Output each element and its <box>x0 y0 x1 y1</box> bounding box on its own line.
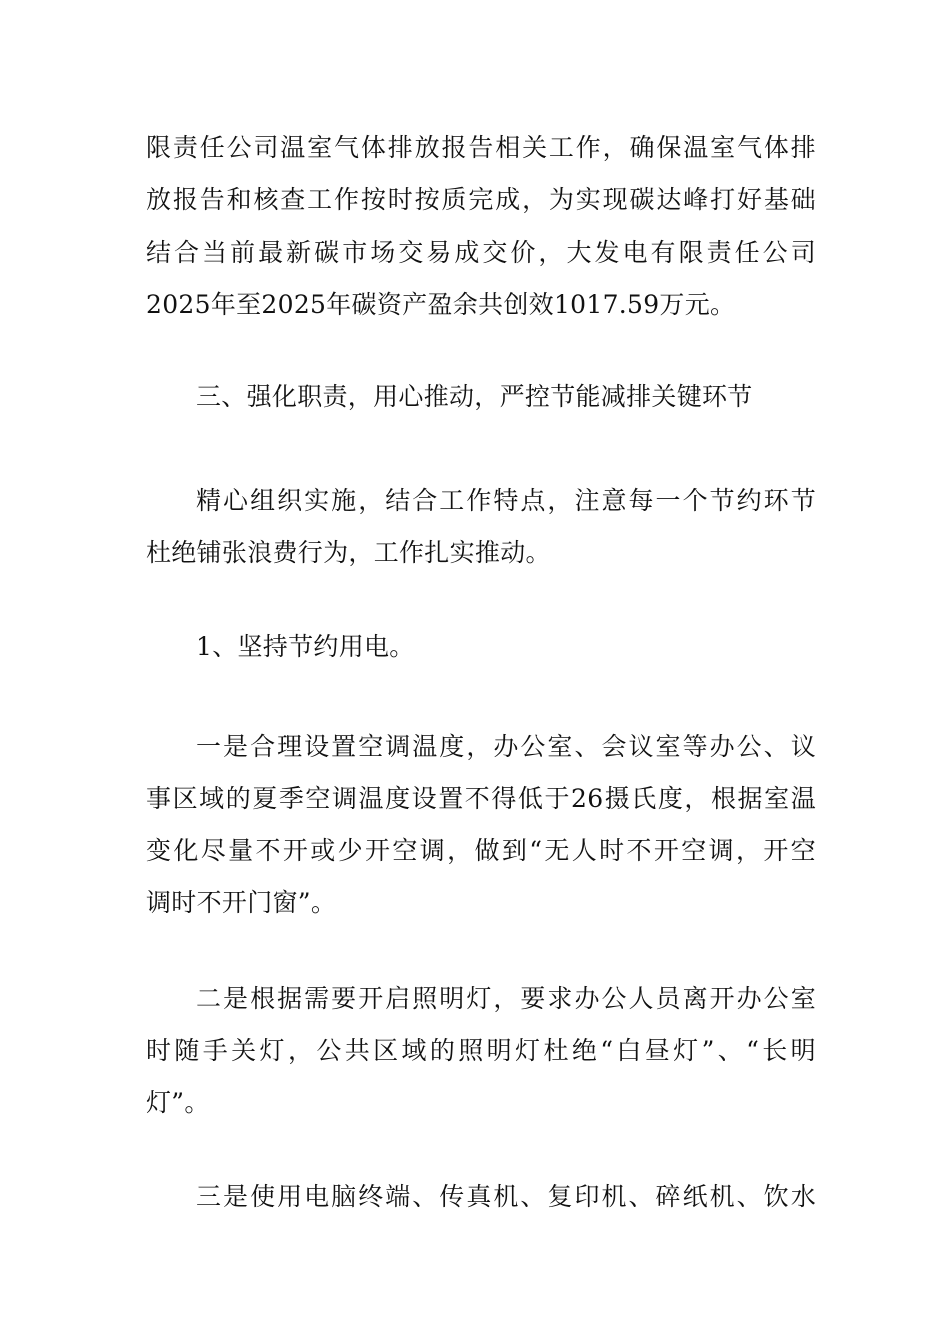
list-item-heading: 1、坚持节约用电。 <box>196 632 415 661</box>
paragraph-line: 二是根据需要开启照明灯，要求办公人员离开办公室 <box>196 984 816 1013</box>
paragraph-line: 精心组织实施，结合工作特点，注意每一个节约环节 <box>196 486 816 515</box>
section-heading: 三、强化职责，用心推动，严控节能减排关键环节 <box>196 382 753 411</box>
paragraph-line: 杜绝铺张浪费行为，工作扎实推动。 <box>146 538 551 567</box>
paragraph-line: 一是合理设置空调温度，办公室、会议室等办公、议 <box>196 732 816 761</box>
paragraph-line: 时随手关灯，公共区域的照明灯杜绝“白昼灯”、“长明 <box>146 1036 816 1065</box>
paragraph-line: 事区域的夏季空调温度设置不得低于26摄氏度，根据室温 <box>146 784 816 813</box>
paragraph-line: 放报告和核查工作按时按质完成，为实现碳达峰打好基础 <box>146 185 816 214</box>
paragraph-line: 变化尽量不开或少开空调，做到“无人时不开空调，开空 <box>146 836 816 865</box>
paragraph-line: 三是使用电脑终端、传真机、复印机、碎纸机、饮水 <box>196 1182 816 1211</box>
paragraph-line: 2025年至2025年碳资产盈余共创效1017.59万元。 <box>146 290 736 319</box>
paragraph-line: 结合当前最新碳市场交易成交价，大发电有限责任公司 <box>146 238 816 267</box>
paragraph-line: 灯”。 <box>146 1088 210 1117</box>
paragraph-line: 限责任公司温室气体排放报告相关工作，确保温室气体排 <box>146 133 816 162</box>
paragraph-line: 调时不开门窗”。 <box>146 888 337 917</box>
